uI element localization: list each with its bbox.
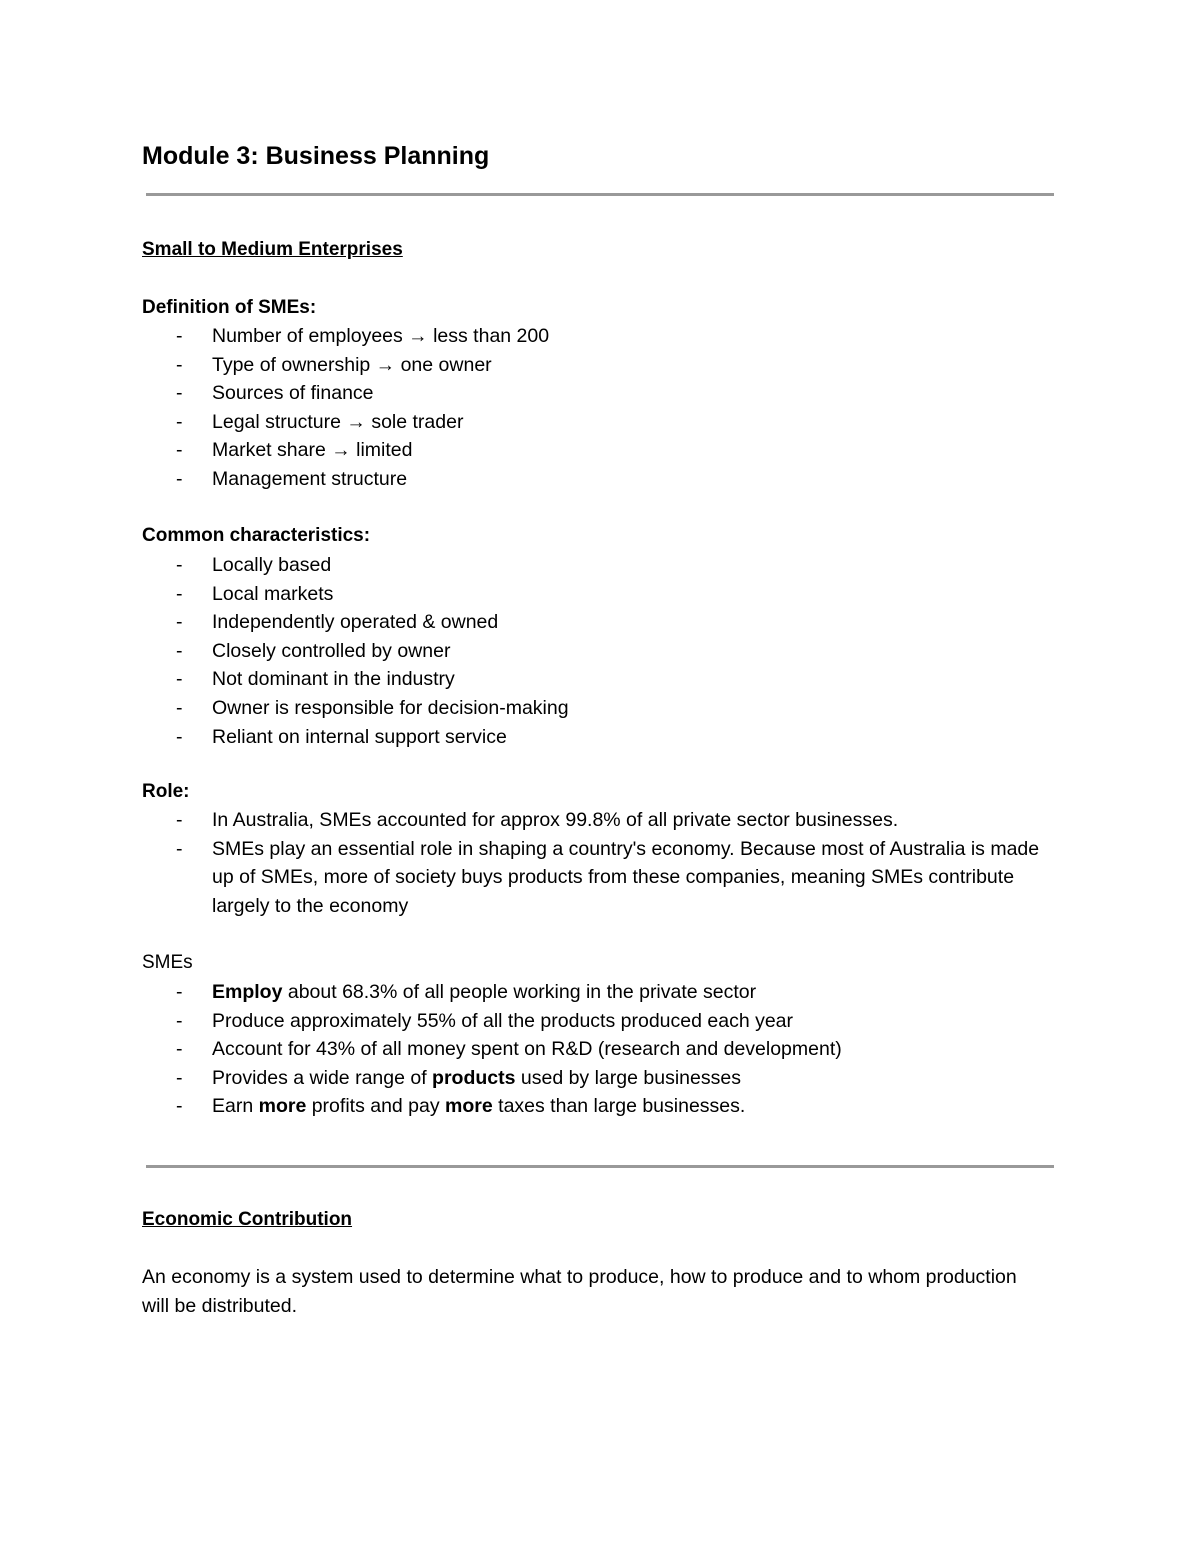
dash-bullet: -	[176, 1038, 183, 1061]
list-item: - In Australia, SMEs accounted for approx 99.8% of all private sector businesses.	[142, 806, 1062, 835]
horizontal-rule-middle	[146, 1165, 1054, 1168]
dash-bullet: -	[176, 809, 183, 831]
dash-bullet: -	[176, 639, 183, 662]
dash-bullet: -	[176, 353, 183, 376]
dash-bullet: -	[176, 582, 183, 605]
list-item: - Earn more profits and pay more taxes than large businesses.	[142, 1092, 1062, 1121]
list-item: - Account for 43% of all money spent on R&D (research and development)	[142, 1035, 1062, 1064]
bold-text: more	[258, 1095, 307, 1118]
list-item: - Employ about 68.3% of all people working in the private sector	[142, 978, 1062, 1007]
list-item: - Market share → limited	[142, 436, 1062, 465]
section-heading-sme: Small to Medium Enterprises	[142, 239, 403, 260]
definition-label: Definition of SMEs:	[142, 297, 317, 318]
bold-text: more	[445, 1095, 493, 1118]
dash-bullet: -	[176, 382, 183, 405]
list-item: - Closely controlled by owner	[142, 637, 1062, 666]
role-list	[142, 806, 1062, 920]
list-item: - Sources of finance	[142, 379, 1062, 408]
dash-bullet: -	[176, 467, 183, 490]
smes-label: SMEs	[142, 952, 193, 973]
bold-text: products	[432, 1066, 516, 1089]
dash-bullet: -	[176, 668, 183, 691]
characteristics-label: Common characteristics:	[142, 525, 371, 546]
dash-bullet: -	[176, 611, 183, 634]
dash-bullet: -	[176, 1009, 183, 1032]
horizontal-rule-top	[146, 193, 1054, 196]
characteristics-list	[142, 551, 1062, 751]
smes-list	[142, 978, 1062, 1121]
role-label: Role:	[142, 781, 190, 802]
economy-paragraph: An economy is a system used to determine what to produce, how to produce and to whom production will be distributed.	[142, 1266, 1017, 1317]
dash-bullet: -	[176, 1095, 183, 1118]
list-item: - Management structure	[142, 465, 1062, 494]
list-item: - Reliant on internal support service	[142, 723, 1062, 752]
section-heading-economic: Economic Contribution	[142, 1209, 353, 1230]
bold-text: Employ	[212, 981, 283, 1003]
definition-list	[142, 322, 1062, 494]
list-item: - Not dominant in the industry	[142, 665, 1062, 694]
list-item: - Produce approximately 55% of all the products produced each year	[142, 1007, 1062, 1036]
list-item: - Provides a wide range of products used by large businesses	[142, 1064, 1062, 1093]
dash-bullet: -	[176, 696, 183, 719]
list-item: - Local markets	[142, 580, 1062, 609]
list-item: - Locally based	[142, 551, 1062, 580]
list-item: - Owner is responsible for decision-making	[142, 694, 1062, 723]
dash-bullet: -	[176, 1066, 183, 1089]
page-title: Module 3: Business Planning	[142, 142, 490, 170]
dash-bullet: -	[176, 725, 183, 748]
dash-bullet: -	[176, 439, 183, 462]
list-item: - Number of employees → less than 200	[142, 322, 1062, 351]
dash-bullet: -	[176, 837, 183, 860]
list-item: - Independently operated & owned	[142, 608, 1062, 637]
dash-bullet: -	[176, 554, 183, 576]
list-item: - SMEs play an essential role in shaping a country's economy. Because most of Australia is made up of SMEs, more of society buys products from these companies, meaning SMEs contribute largely to the economy	[142, 835, 1062, 921]
list-item: - Type of ownership → one owner	[142, 351, 1062, 380]
dash-bullet: -	[176, 325, 183, 347]
list-item: - Legal structure → sole trader	[142, 408, 1062, 437]
dash-bullet: -	[176, 410, 183, 433]
dash-bullet: -	[176, 981, 183, 1003]
